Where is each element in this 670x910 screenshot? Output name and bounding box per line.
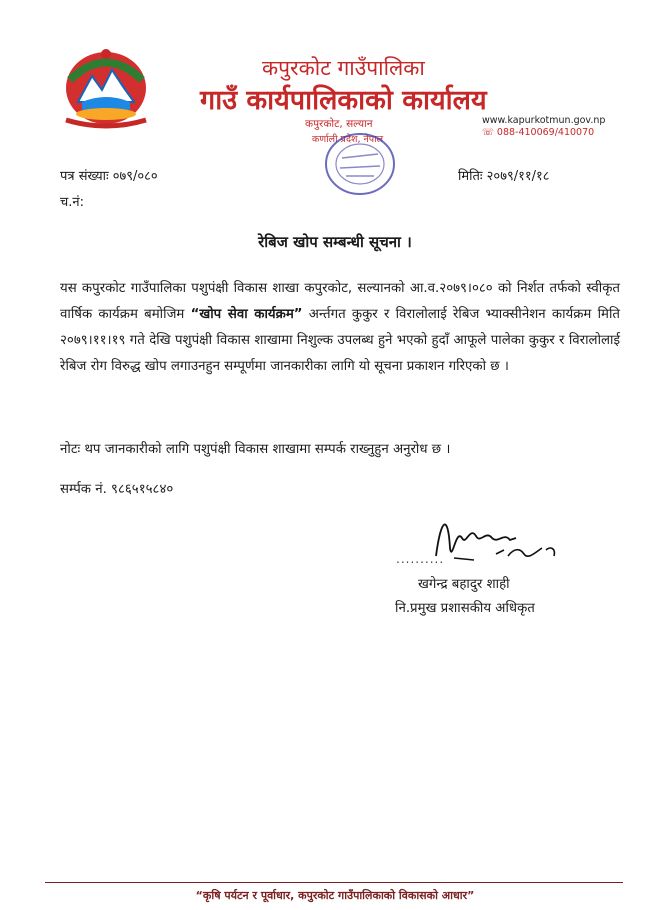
website-text: www.kapurkotmun.gov.np — [482, 115, 606, 126]
body-text-part-2: अर्न्तगत कुकुर र विरालोलाई रेबिज भ्याक्सीनेशन कार्यक्रम मिति २०७९।११।१९ गते देखि पशुपंक्षी विकास शाखामा निशुल्क उपलब्ध हुने भएको हुदाँ आफूले पालेका कुकुर र विरालोलाई रेबिज रोग विरुद्ध खोप लगाउनहुन सम्पूर्णमा जानकारीका लागि यो सूचना प्रकाशन गरिएको छ । — [60, 307, 621, 374]
signature-line: .......... — [396, 552, 445, 566]
letter-date: मितिः २०७९/११/१८ — [458, 169, 550, 184]
reference-number: पत्र संख्याः ०७९/०८० — [60, 169, 158, 184]
phone-text: ☏ 088-410069/410070 — [482, 127, 595, 138]
note-text: नोटः थप जानकारीको लागि पशुपंक्षी विकास शाखामा सम्पर्क राख्नुहुन अनुरोध छ । — [60, 442, 451, 457]
signer-name: खगेन्द्र बहादुर शाही — [418, 577, 510, 592]
address-line-2: कर्णाली प्रदेश, नेपाल — [312, 134, 384, 145]
footer-divider — [45, 882, 623, 883]
office-name: गाउँ कार्यपालिकाको कार्यालय — [200, 85, 487, 116]
office-stamp-icon — [320, 128, 400, 200]
program-name: “खोप सेवा कार्यक्रम” — [190, 307, 303, 322]
org-name: कपुरकोट गाउँपालिका — [262, 56, 425, 80]
notice-body — [60, 276, 620, 380]
signer-title: नि.प्रमुख प्रशासकीय अधिकृत — [395, 601, 535, 616]
contact-number: सर्म्पक नं. ९८६५१५८४० — [60, 482, 174, 497]
footer-slogan: “कृषि पर्यटन र पूर्वाधार, कपुरकोट गाउँपालिकाको विकासको आधार” — [195, 889, 475, 902]
address-line-1: कपुरकोट, सल्यान — [305, 118, 373, 130]
notice-subject: रेबिज खोप सम्बन्धी सूचना । — [258, 233, 412, 251]
nepal-emblem-icon — [52, 40, 160, 132]
body-text-part-1: यस कपुरकोट गाउँपालिका पशुपंक्षी विकास शाखा कपुरकोट, सल्यानको आ.व.२०७९।०८० को निर्शत तर्फको स्वीकृत वार्षिक कार्यक्रम बमोजिम — [60, 281, 620, 322]
dispatch-number: च.नं: — [60, 195, 84, 210]
